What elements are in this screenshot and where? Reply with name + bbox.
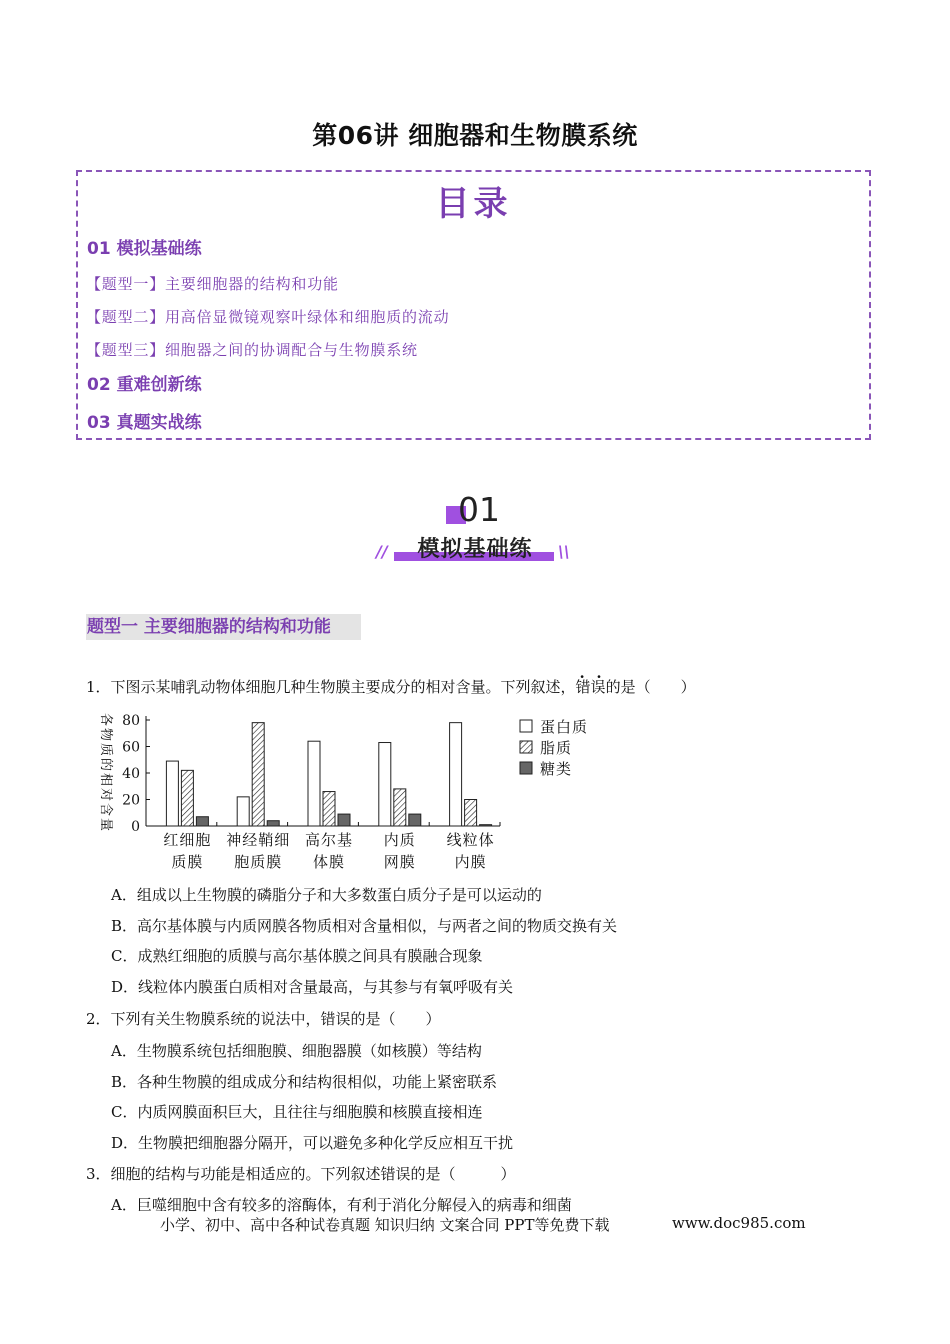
footer-text: 小学、初中、高中各种试卷真题 知识归纳 文案合同 PPT等免费下载: [160, 1216, 610, 1234]
q2-option-d[interactable]: D．生物膜把细胞器分隔开，可以避免多种化学反应相互干扰: [111, 1134, 514, 1152]
q2-option-c[interactable]: C．内质网膜面积巨大，且往往与细胞膜和核膜直接相连: [111, 1103, 483, 1121]
x-tick-label: 神经鞘细: [226, 831, 291, 849]
bar-糖类: [409, 814, 421, 826]
banner-left-slash-icon: //: [376, 542, 388, 561]
legend-swatch-糖类: [520, 762, 532, 774]
bar-脂质: [465, 800, 477, 827]
bar-糖类: [196, 817, 208, 826]
membrane-composition-chart: [88, 706, 608, 876]
legend-label: 脂质: [540, 739, 573, 757]
x-tick-label: 体膜: [312, 853, 346, 871]
bar-脂质: [181, 770, 193, 826]
emphasized-word: 错误: [575, 678, 606, 696]
q1-option-a[interactable]: A．组成以上生物膜的磷脂分子和大多数蛋白质分子是可以运动的: [111, 886, 542, 904]
type-heading: 题型一 主要细胞器的结构和功能: [86, 614, 361, 640]
bar-蛋白质: [237, 797, 249, 826]
bar-糖类: [338, 814, 350, 826]
y-tick-label: 20: [122, 792, 140, 809]
bar-糖类: [480, 825, 492, 826]
toc-type-2[interactable]: 【题型二】用高倍显微镜观察叶绿体和细胞质的流动: [86, 308, 450, 326]
y-tick-label: 80: [122, 713, 140, 729]
x-tick-label: 内膜: [454, 853, 487, 871]
x-tick-label: 胞质膜: [234, 853, 283, 871]
toc-heading: 目录: [435, 184, 512, 224]
bar-蛋白质: [166, 761, 178, 826]
question-1-stem: 1．下图示某哺乳动物体细胞几种生物膜主要成分的相对含量。下列叙述，错误的是（ ）: [86, 678, 696, 696]
x-tick-label: 内质: [383, 831, 416, 849]
question-2-stem: 2．下列有关生物膜系统的说法中，错误的是（ ）: [86, 1010, 441, 1028]
toc-section-01[interactable]: 01 模拟基础练: [87, 239, 202, 259]
q1-option-d[interactable]: D．线粒体内膜蛋白质相对含量最高，与其参与有氧呼吸有关: [111, 978, 514, 996]
toc-type-3[interactable]: 【题型三】细胞器之间的协调配合与生物膜系统: [86, 341, 418, 359]
y-tick-label: 0: [131, 819, 140, 835]
banner-number: 01: [458, 490, 500, 529]
legend-label: 糖类: [540, 760, 573, 778]
x-tick-label: 线粒体: [446, 831, 495, 849]
q2-option-b[interactable]: B．各种生物膜的组成成分和结构很相似，功能上紧密联系: [111, 1073, 498, 1091]
toc-type-1[interactable]: 【题型一】主要细胞器的结构和功能: [86, 275, 339, 293]
x-tick-label: 网膜: [383, 853, 416, 871]
x-tick-label: 高尔基: [304, 831, 354, 849]
y-axis-label: 各物质的相对含量: [98, 712, 113, 834]
bar-脂质: [252, 723, 264, 826]
q3-option-a[interactable]: A．巨噬细胞中含有较多的溶酶体，有利于消化分解侵入的病毒和细菌: [111, 1196, 572, 1214]
banner-right-slash-icon: \\: [558, 542, 570, 561]
q1-option-b[interactable]: B．高尔基体膜与内质网膜各物质相对含量相似，与两者之间的物质交换有关: [111, 917, 618, 935]
q2-option-a[interactable]: A．生物膜系统包括细胞膜、细胞器膜（如核膜）等结构: [111, 1042, 482, 1060]
y-tick-label: 60: [122, 739, 140, 756]
footer-url[interactable]: www.doc985.com: [672, 1214, 806, 1232]
legend-swatch-脂质: [520, 741, 532, 753]
table-of-contents: [76, 170, 871, 440]
bar-蛋白质: [308, 741, 320, 826]
bar-糖类: [267, 821, 279, 826]
y-tick-label: 40: [122, 766, 140, 782]
legend-swatch-蛋白质: [520, 720, 532, 732]
banner-title: 模拟基础练: [417, 537, 533, 562]
bar-蛋白质: [450, 723, 462, 826]
legend-label: 蛋白质: [540, 718, 589, 736]
question-3-stem: 3．细胞的结构与功能是相适应的。下列叙述错误的是（ ）: [86, 1165, 516, 1183]
toc-section-02[interactable]: 02 重难创新练: [87, 375, 202, 395]
q1-option-c[interactable]: C．成熟红细胞的质膜与高尔基体膜之间具有膜融合现象: [111, 947, 483, 965]
x-tick-label: 质膜: [171, 853, 204, 871]
toc-section-03[interactable]: 03 真题实战练: [87, 413, 202, 433]
x-tick-label: 红细胞: [163, 831, 212, 849]
bar-脂质: [394, 789, 406, 826]
section-banner: [370, 490, 580, 570]
bar-脂质: [323, 792, 335, 826]
bar-蛋白质: [379, 743, 391, 826]
page-title: 第06讲 细胞器和生物膜系统: [312, 121, 638, 150]
